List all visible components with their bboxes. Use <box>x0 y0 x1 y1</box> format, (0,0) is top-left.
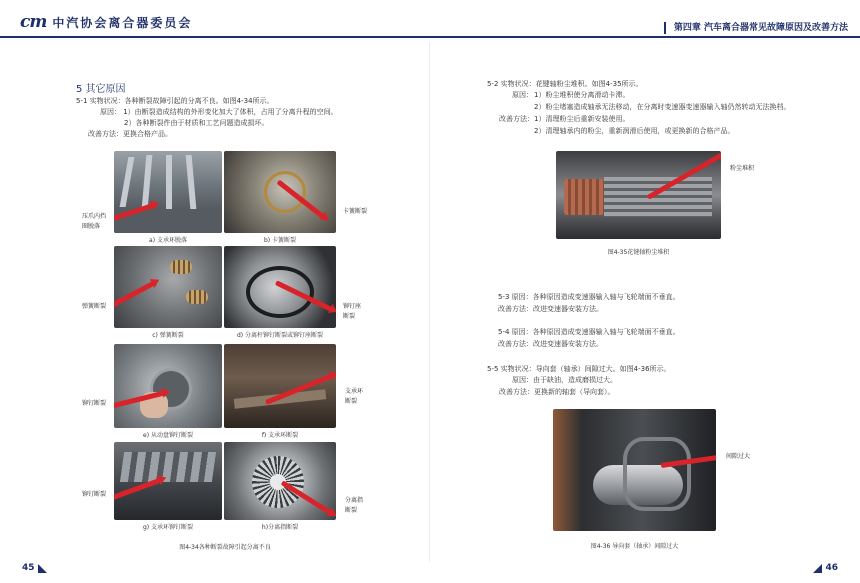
photo-g-rivet <box>114 442 222 520</box>
page-header <box>0 0 860 42</box>
item-5-2-cause-1: 1）粉尘堆积使分离滑动卡滞。 <box>534 91 630 99</box>
label-fig35: 粉尘堆积 <box>730 165 755 172</box>
page-number-left-text: 45 <box>22 563 35 573</box>
page-number-left <box>22 563 47 573</box>
photo-guide-sleeve <box>553 409 716 531</box>
item-5-1-cause-1: 原因： 1）由断裂造成结构的外形变化加大了体积，占用了分离升程的空间。 <box>100 108 338 116</box>
page-number-right-text: 46 <box>825 563 838 573</box>
caption-g: g) 支承环铆钉断裂 <box>142 524 194 531</box>
item-5-4-fix: 改善方法：改进变速器安装方法。 <box>498 340 603 348</box>
arrow-c <box>114 281 155 309</box>
caption-f: f) 支承环断裂 <box>261 432 299 439</box>
chapter-title: 第四章 汽车离合器常见故障原因及改善方法 <box>664 22 848 34</box>
label-g: 铆钉断裂 <box>82 491 107 498</box>
label-d: 铆钉座 断裂 <box>343 303 362 320</box>
item-5-1-cause-2: 2）各种断裂件由于材质和工艺问题造成损坏。 <box>124 119 269 127</box>
caption-e: e) 从动盘铆钉断裂 <box>143 432 193 439</box>
item-5-2-condition: 5-2 实物状况：花键轴粉尘堆积。如图4-35所示。 <box>487 80 643 88</box>
page-marker-left <box>38 564 47 573</box>
figure-4-35-caption: 图4-35花键轴粉尘堆积 <box>607 249 670 256</box>
photo-d-rivet-seat <box>224 246 336 328</box>
item-5-2-fix-label: 改善方法： <box>499 115 534 123</box>
photo-h-diaphragm <box>224 442 336 520</box>
caption-b: b) 卡簧断裂 <box>263 237 297 244</box>
label-b: 卡簧断裂 <box>343 208 368 215</box>
figure-4-36-caption: 图4-36 导向套（轴承）间隙过大 <box>590 543 679 550</box>
photo-b-circlip <box>224 151 336 233</box>
item-5-3-fix: 改善方法：改进变速器安装方法。 <box>498 305 603 313</box>
item-5-2-cause-label: 原因： <box>512 91 533 99</box>
label-fig36: 间隙过大 <box>726 453 751 460</box>
item-5-2-fix-1: 1）清理粉尘后重新安装使用。 <box>534 115 630 123</box>
item-5-2-cause-2: 2）粉尘堵塞造成轴承无法移动，在分离时变速器变速器输入轴仍然转动无法换档。 <box>534 103 791 111</box>
item-5-5-cause: 原因：由于缺油，造成磨损过大。 <box>512 376 617 384</box>
label-e: 铆钉断裂 <box>82 400 107 407</box>
label-c: 弹簧断裂 <box>82 303 107 310</box>
photo-c-spring <box>114 246 222 328</box>
label-h: 分离指 断裂 <box>345 497 364 514</box>
item-5-5-condition: 5-5 实物状况：导向套（轴承）间隙过大。如图4-36所示。 <box>487 365 671 373</box>
association-logo <box>20 12 192 32</box>
page-number-right <box>813 563 838 573</box>
section-title: 5 其它原因 <box>76 84 126 95</box>
item-5-4-cause: 5-4 原因：各种原因造成变速器输入轴与飞轮端面不垂直。 <box>498 328 680 336</box>
header-rule <box>0 36 860 38</box>
item-5-1-fix: 改善方法：更换合格产品。 <box>88 130 172 138</box>
page-marker-right <box>813 564 822 573</box>
caption-a: a) 支承环脱落 <box>149 237 187 244</box>
figure-4-34-caption: 图4-34各种断裂故障引起分离不良 <box>179 544 271 551</box>
org-name: 中汽协会离合器委员会 <box>52 15 193 30</box>
item-5-3-cause: 5-3 原因：各种原因造成变速器输入轴与飞轮端面不垂直。 <box>498 293 680 301</box>
item-5-5-fix: 改善方法：更换新的轴套（导向套）。 <box>499 388 615 396</box>
photo-a-support-ring <box>114 151 222 233</box>
photo-f-support-ring <box>224 344 336 428</box>
item-5-2-fix-2: 2）清理轴承内的粉尘，重新润滑后使用，或更换新的合格产品。 <box>534 127 735 135</box>
caption-d: d) 分离杆铆钉断裂或铆钉座断裂 <box>236 332 324 339</box>
label-a: 压爪内挡 圈脱落 <box>82 213 107 230</box>
caption-c: c) 弹簧断裂 <box>152 332 184 339</box>
item-5-1-condition: 5-1 实物状况：各种断裂故障引起的分离不良。如图4-34所示。 <box>76 97 274 105</box>
label-f: 支承环 断裂 <box>345 388 364 405</box>
photo-e-driven-disc <box>114 344 222 428</box>
page-gutter <box>429 42 430 562</box>
logo-mark: cm <box>20 12 47 32</box>
caption-h: h)分离指断裂 <box>261 524 299 531</box>
photo-spline-shaft <box>556 151 721 239</box>
